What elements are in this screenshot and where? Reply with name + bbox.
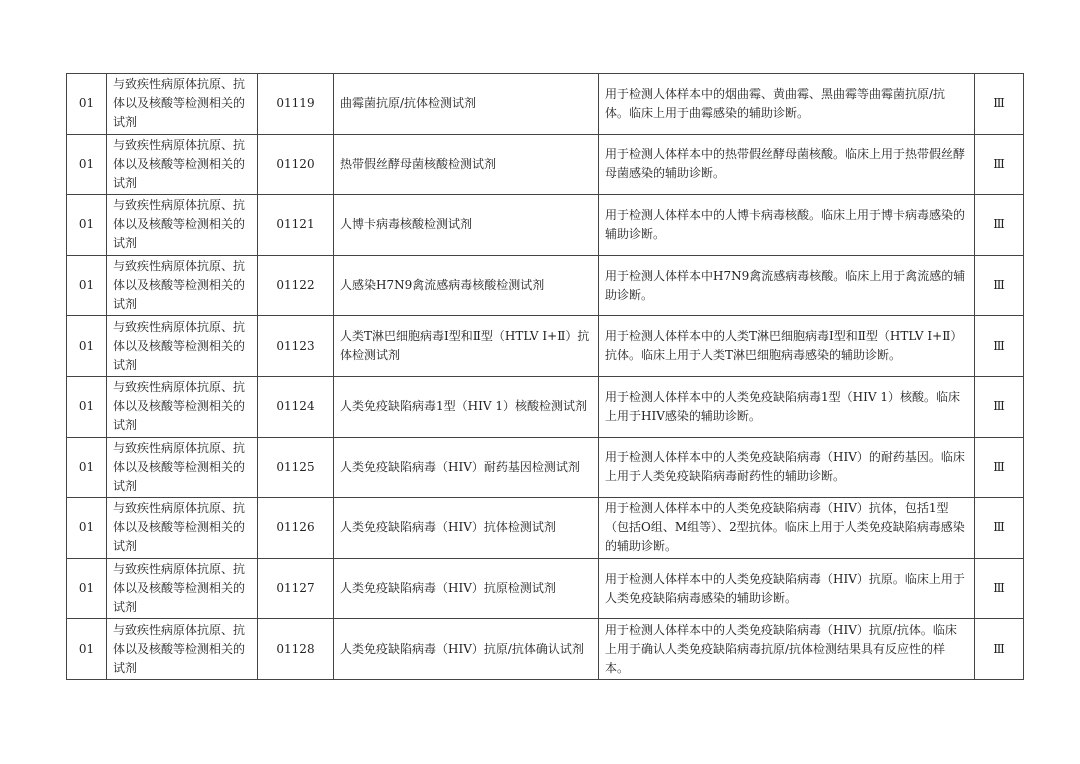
- product-code-cell: 01122: [258, 255, 334, 316]
- management-class-cell: Ⅲ: [975, 74, 1024, 135]
- category-name-cell: 与致疾性病原体抗原、抗体以及核酸等检测相关的试剂: [107, 195, 258, 256]
- product-name-cell: 人类T淋巴细胞病毒Ⅰ型和Ⅱ型（HTLV Ⅰ+Ⅱ）抗体检测试剂: [334, 316, 599, 377]
- product-code-cell: 01123: [258, 316, 334, 377]
- table-row: [67, 376, 1024, 437]
- product-name-cell: 人类免疫缺陷病毒（HIV）抗原/抗体确认试剂: [334, 619, 599, 680]
- intended-use-cell: 用于检测人体样本中的人博卡病毒核酸。临床上用于博卡病毒感染的辅助诊断。: [599, 195, 975, 256]
- category-number-cell: 01: [67, 437, 107, 498]
- table-row: [67, 134, 1024, 195]
- management-class-cell: Ⅲ: [975, 316, 1024, 377]
- category-name-cell: 与致疾性病原体抗原、抗体以及核酸等检测相关的试剂: [107, 437, 258, 498]
- table-row: [67, 255, 1024, 316]
- intended-use-cell: 用于检测人体样本中的烟曲霉、黄曲霉、黑曲霉等曲霉菌抗原/抗体。临床上用于曲霉感染的辅助诊断。: [599, 74, 975, 135]
- intended-use-cell: 用于检测人体样本中的人类免疫缺陷病毒（HIV）抗原。临床上用于人类免疫缺陷病毒感染的辅助诊断。: [599, 558, 975, 619]
- category-name-cell: 与致疾性病原体抗原、抗体以及核酸等检测相关的试剂: [107, 558, 258, 619]
- category-number-cell: 01: [67, 498, 107, 559]
- management-class-cell: Ⅲ: [975, 558, 1024, 619]
- category-name-cell: 与致疾性病原体抗原、抗体以及核酸等检测相关的试剂: [107, 498, 258, 559]
- category-number-cell: 01: [67, 619, 107, 680]
- category-name-cell: 与致疾性病原体抗原、抗体以及核酸等检测相关的试剂: [107, 134, 258, 195]
- intended-use-cell: 用于检测人体样本中的人类免疫缺陷病毒（HIV）的耐药基因。临床上用于人类免疫缺陷病毒耐药性的辅助诊断。: [599, 437, 975, 498]
- intended-use-cell: 用于检测人体样本中的热带假丝酵母菌核酸。临床上用于热带假丝酵母菌感染的辅助诊断。: [599, 134, 975, 195]
- management-class-cell: Ⅲ: [975, 134, 1024, 195]
- category-name-cell: 与致疾性病原体抗原、抗体以及核酸等检测相关的试剂: [107, 316, 258, 377]
- intended-use-cell: 用于检测人体样本中的人类免疫缺陷病毒1型（HIV 1）核酸。临床上用于HIV感染的辅助诊断。: [599, 376, 975, 437]
- table-body: [67, 74, 1024, 680]
- product-code-cell: 01128: [258, 619, 334, 680]
- product-name-cell: 人类免疫缺陷病毒1型（HIV 1）核酸检测试剂: [334, 376, 599, 437]
- table-row: [67, 498, 1024, 559]
- management-class-cell: Ⅲ: [975, 255, 1024, 316]
- category-name-cell: 与致疾性病原体抗原、抗体以及核酸等检测相关的试剂: [107, 74, 258, 135]
- product-code-cell: 01125: [258, 437, 334, 498]
- product-code-cell: 01126: [258, 498, 334, 559]
- product-name-cell: 人博卡病毒核酸检测试剂: [334, 195, 599, 256]
- category-number-cell: 01: [67, 74, 107, 135]
- category-name-cell: 与致疾性病原体抗原、抗体以及核酸等检测相关的试剂: [107, 255, 258, 316]
- intended-use-cell: 用于检测人体样本中的人类T淋巴细胞病毒Ⅰ型和Ⅱ型（HTLV Ⅰ+Ⅱ）抗体。临床上用于人类T淋巴细胞病毒感染的辅助诊断。: [599, 316, 975, 377]
- product-name-cell: 曲霉菌抗原/抗体检测试剂: [334, 74, 599, 135]
- management-class-cell: Ⅲ: [975, 437, 1024, 498]
- management-class-cell: Ⅲ: [975, 498, 1024, 559]
- category-number-cell: 01: [67, 558, 107, 619]
- table-row: [67, 437, 1024, 498]
- category-number-cell: 01: [67, 195, 107, 256]
- intended-use-cell: 用于检测人体样本中H7N9禽流感病毒核酸。临床上用于禽流感的辅助诊断。: [599, 255, 975, 316]
- intended-use-cell: 用于检测人体样本中的人类免疫缺陷病毒（HIV）抗原/抗体。临床上用于确认人类免疫缺陷病毒抗原/抗体检测结果具有反应性的样本。: [599, 619, 975, 680]
- product-name-cell: 人类免疫缺陷病毒（HIV）耐药基因检测试剂: [334, 437, 599, 498]
- intended-use-cell: 用于检测人体样本中的人类免疫缺陷病毒（HIV）抗体，包括1型（包括O组、M组等）、2型抗体。临床上用于人类免疫缺陷病毒感染的辅助诊断。: [599, 498, 975, 559]
- product-name-cell: 热带假丝酵母菌核酸检测试剂: [334, 134, 599, 195]
- table-row: [67, 619, 1024, 680]
- category-number-cell: 01: [67, 376, 107, 437]
- product-name-cell: 人感染H7N9禽流感病毒核酸检测试剂: [334, 255, 599, 316]
- product-code-cell: 01119: [258, 74, 334, 135]
- category-number-cell: 01: [67, 316, 107, 377]
- management-class-cell: Ⅲ: [975, 195, 1024, 256]
- category-name-cell: 与致疾性病原体抗原、抗体以及核酸等检测相关的试剂: [107, 376, 258, 437]
- product-code-cell: 01121: [258, 195, 334, 256]
- product-name-cell: 人类免疫缺陷病毒（HIV）抗原检测试剂: [334, 558, 599, 619]
- management-class-cell: Ⅲ: [975, 376, 1024, 437]
- category-number-cell: 01: [67, 255, 107, 316]
- table-row: [67, 74, 1024, 135]
- reagent-catalog-table: [66, 73, 1024, 680]
- product-code-cell: 01120: [258, 134, 334, 195]
- category-number-cell: 01: [67, 134, 107, 195]
- table-row: [67, 558, 1024, 619]
- category-name-cell: 与致疾性病原体抗原、抗体以及核酸等检测相关的试剂: [107, 619, 258, 680]
- product-name-cell: 人类免疫缺陷病毒（HIV）抗体检测试剂: [334, 498, 599, 559]
- table-row: [67, 195, 1024, 256]
- product-code-cell: 01124: [258, 376, 334, 437]
- table-row: [67, 316, 1024, 377]
- management-class-cell: Ⅲ: [975, 619, 1024, 680]
- product-code-cell: 01127: [258, 558, 334, 619]
